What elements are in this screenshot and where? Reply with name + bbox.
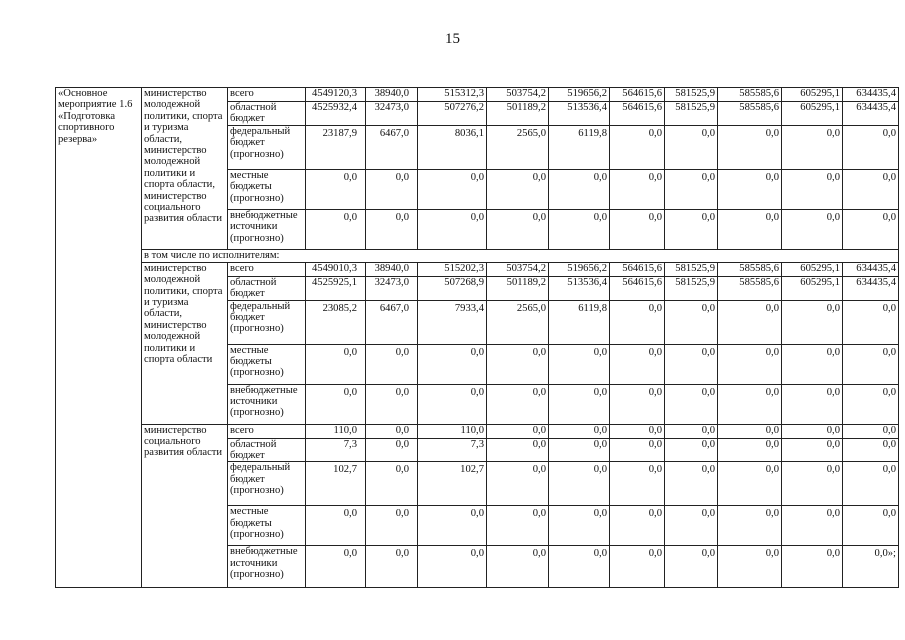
value-cell: 0,0 bbox=[782, 384, 843, 424]
value-cell: 0,0 bbox=[549, 424, 610, 438]
source-label: федеральный бюджет (прогнозно) bbox=[228, 125, 306, 169]
source-label: всего bbox=[228, 424, 306, 438]
value-cell: 0,0 bbox=[782, 506, 843, 546]
value-cell: 0,0 bbox=[843, 169, 899, 209]
value-cell: 0,0 bbox=[665, 438, 718, 462]
funding-table bbox=[55, 87, 899, 588]
value-cell: 0,0 bbox=[843, 300, 899, 344]
value-cell: 0,0 bbox=[487, 424, 549, 438]
value-cell: 0,0 bbox=[306, 546, 366, 588]
value-cell: 0,0 bbox=[665, 506, 718, 546]
value-cell: 0,0 bbox=[610, 209, 665, 249]
value-cell: 0,0 bbox=[782, 424, 843, 438]
value-cell: 0,0 bbox=[610, 384, 665, 424]
value-cell: 585585,6 bbox=[718, 262, 782, 276]
value-cell: 564615,6 bbox=[610, 88, 665, 102]
value-cell: 0,0 bbox=[549, 506, 610, 546]
value-cell: 0,0 bbox=[718, 462, 782, 506]
value-cell: 0,0 bbox=[718, 300, 782, 344]
value-cell: 581525,9 bbox=[665, 262, 718, 276]
value-cell: 2565,0 bbox=[487, 300, 549, 344]
value-cell: 581525,9 bbox=[665, 276, 718, 300]
value-cell: 0,0 bbox=[487, 506, 549, 546]
value-cell: 0,0 bbox=[610, 546, 665, 588]
value-cell: 0,0 bbox=[610, 506, 665, 546]
value-cell: 4525925,1 bbox=[306, 276, 366, 300]
value-cell: 102,7 bbox=[306, 462, 366, 506]
value-cell: 501189,2 bbox=[487, 102, 549, 126]
value-cell: 0,0 bbox=[610, 462, 665, 506]
value-cell: 4549010,3 bbox=[306, 262, 366, 276]
executor-social-development: министерство социального развития области bbox=[142, 424, 228, 588]
value-cell: 605295,1 bbox=[782, 102, 843, 126]
value-cell: 0,0 bbox=[665, 384, 718, 424]
value-cell: 513536,4 bbox=[549, 276, 610, 300]
value-cell: 507268,9 bbox=[418, 276, 487, 300]
value-cell: 0,0 bbox=[366, 462, 418, 506]
value-cell: 0,0 bbox=[487, 546, 549, 588]
value-cell: 0,0 bbox=[306, 384, 366, 424]
value-cell: 585585,6 bbox=[718, 276, 782, 300]
source-label: внебюджетные источники (прогнозно) bbox=[228, 546, 306, 588]
value-cell: 0,0 bbox=[418, 169, 487, 209]
value-cell: 7,3 bbox=[418, 438, 487, 462]
value-cell: 6119,8 bbox=[549, 125, 610, 169]
value-cell: 0,0 bbox=[549, 384, 610, 424]
value-cell: 0,0 bbox=[610, 300, 665, 344]
value-cell: 585585,6 bbox=[718, 88, 782, 102]
value-cell: 7933,4 bbox=[418, 300, 487, 344]
value-cell: 32473,0 bbox=[366, 276, 418, 300]
value-cell: 0,0 bbox=[718, 209, 782, 249]
source-label: всего bbox=[228, 262, 306, 276]
value-cell: 0,0 bbox=[843, 462, 899, 506]
source-label: местные бюджеты (прогнозно) bbox=[228, 506, 306, 546]
value-cell: 0,0 bbox=[549, 169, 610, 209]
value-cell: 0,0 bbox=[487, 209, 549, 249]
value-cell: 0,0 bbox=[366, 506, 418, 546]
value-cell: 0,0 bbox=[549, 546, 610, 588]
value-cell: 0,0 bbox=[487, 438, 549, 462]
value-cell: 564615,6 bbox=[610, 102, 665, 126]
value-cell: 0,0 bbox=[610, 424, 665, 438]
value-cell: 634435,4 bbox=[843, 88, 899, 102]
value-cell: 0,0 bbox=[418, 344, 487, 384]
value-cell: 605295,1 bbox=[782, 276, 843, 300]
value-cell: 6467,0 bbox=[366, 125, 418, 169]
value-cell: 0,0 bbox=[782, 462, 843, 506]
value-cell: 0,0 bbox=[718, 384, 782, 424]
source-label: внебюджетные источники (прогнозно) bbox=[228, 384, 306, 424]
value-cell: 0,0 bbox=[549, 209, 610, 249]
value-cell: 0,0 bbox=[718, 169, 782, 209]
value-cell: 0,0 bbox=[782, 300, 843, 344]
source-label: областной бюджет bbox=[228, 102, 306, 126]
value-cell: 0,0 bbox=[843, 344, 899, 384]
value-cell: 2565,0 bbox=[487, 125, 549, 169]
table-row bbox=[56, 424, 899, 438]
value-cell: 0,0 bbox=[366, 384, 418, 424]
value-cell: 0,0 bbox=[306, 344, 366, 384]
value-cell: 634435,4 bbox=[843, 102, 899, 126]
value-cell: 38940,0 bbox=[366, 88, 418, 102]
value-cell: 519656,2 bbox=[549, 88, 610, 102]
value-cell: 581525,9 bbox=[665, 88, 718, 102]
value-cell: 0,0 bbox=[782, 125, 843, 169]
value-cell: 0,0 bbox=[610, 125, 665, 169]
value-cell: 0,0 bbox=[610, 169, 665, 209]
value-cell: 0,0 bbox=[843, 438, 899, 462]
value-cell: 585585,6 bbox=[718, 102, 782, 126]
value-cell: 0,0 bbox=[782, 209, 843, 249]
value-cell: 0,0 bbox=[843, 506, 899, 546]
value-cell: 0,0 bbox=[718, 424, 782, 438]
value-cell: 0,0 bbox=[782, 344, 843, 384]
value-cell: 0,0 bbox=[718, 438, 782, 462]
executor-youth-sport: министерство молодежной политики, спорта и туризма области, министерство молодежной политики и спорта области bbox=[142, 262, 228, 424]
source-label: федеральный бюджет (прогнозно) bbox=[228, 300, 306, 344]
value-cell: 0,0 bbox=[366, 209, 418, 249]
value-cell: 0,0 bbox=[418, 506, 487, 546]
value-cell: 564615,6 bbox=[610, 262, 665, 276]
value-cell: 0,0 bbox=[665, 424, 718, 438]
source-label: всего bbox=[228, 88, 306, 102]
value-cell: 0,0 bbox=[782, 546, 843, 588]
value-cell: 0,0 bbox=[843, 209, 899, 249]
source-label: местные бюджеты (прогнозно) bbox=[228, 344, 306, 384]
value-cell: 605295,1 bbox=[782, 88, 843, 102]
value-cell: 515202,3 bbox=[418, 262, 487, 276]
value-cell: 0,0 bbox=[306, 506, 366, 546]
value-cell: 0,0»; bbox=[843, 546, 899, 588]
value-cell: 0,0 bbox=[366, 438, 418, 462]
value-cell: 0,0 bbox=[487, 344, 549, 384]
value-cell: 581525,9 bbox=[665, 102, 718, 126]
value-cell: 0,0 bbox=[366, 546, 418, 588]
value-cell: 110,0 bbox=[306, 424, 366, 438]
value-cell: 0,0 bbox=[366, 169, 418, 209]
value-cell: 0,0 bbox=[487, 169, 549, 209]
value-cell: 4549120,3 bbox=[306, 88, 366, 102]
table-row bbox=[56, 262, 899, 276]
value-cell: 564615,6 bbox=[610, 276, 665, 300]
value-cell: 0,0 bbox=[665, 344, 718, 384]
value-cell: 0,0 bbox=[418, 209, 487, 249]
value-cell: 0,0 bbox=[665, 125, 718, 169]
value-cell: 0,0 bbox=[306, 169, 366, 209]
value-cell: 0,0 bbox=[366, 344, 418, 384]
value-cell: 0,0 bbox=[718, 546, 782, 588]
value-cell: 110,0 bbox=[418, 424, 487, 438]
value-cell: 503754,2 bbox=[487, 262, 549, 276]
value-cell: 0,0 bbox=[665, 546, 718, 588]
responsible-executor: министерство молодежной политики, спорта и туризма области, министерство молодежной политики и спорта области, министерство социального развития области bbox=[142, 88, 228, 250]
page-number: 15 bbox=[445, 31, 460, 47]
value-cell: 0,0 bbox=[366, 424, 418, 438]
executors-subheader: в том числе по исполнителям: bbox=[142, 249, 899, 262]
value-cell: 634435,4 bbox=[843, 262, 899, 276]
value-cell: 32473,0 bbox=[366, 102, 418, 126]
source-label: внебюджетные источники (прогнозно) bbox=[228, 209, 306, 249]
value-cell: 515312,3 bbox=[418, 88, 487, 102]
table-row bbox=[56, 88, 899, 102]
value-cell: 501189,2 bbox=[487, 276, 549, 300]
value-cell: 102,7 bbox=[418, 462, 487, 506]
value-cell: 0,0 bbox=[487, 462, 549, 506]
value-cell: 0,0 bbox=[610, 344, 665, 384]
value-cell: 6119,8 bbox=[549, 300, 610, 344]
value-cell: 513536,4 bbox=[549, 102, 610, 126]
value-cell: 0,0 bbox=[610, 438, 665, 462]
value-cell: 0,0 bbox=[306, 209, 366, 249]
value-cell: 38940,0 bbox=[366, 262, 418, 276]
value-cell: 0,0 bbox=[418, 384, 487, 424]
activity-label: «Основное мероприятие 1.6 «Подготовка спортивного резерва» bbox=[56, 88, 142, 588]
value-cell: 23085,2 bbox=[306, 300, 366, 344]
value-cell: 0,0 bbox=[718, 506, 782, 546]
value-cell: 0,0 bbox=[549, 462, 610, 506]
value-cell: 7,3 bbox=[306, 438, 366, 462]
value-cell: 0,0 bbox=[665, 462, 718, 506]
value-cell: 8036,1 bbox=[418, 125, 487, 169]
value-cell: 0,0 bbox=[843, 424, 899, 438]
value-cell: 503754,2 bbox=[487, 88, 549, 102]
value-cell: 0,0 bbox=[665, 209, 718, 249]
value-cell: 507276,2 bbox=[418, 102, 487, 126]
value-cell: 0,0 bbox=[665, 169, 718, 209]
value-cell: 4525932,4 bbox=[306, 102, 366, 126]
source-label: областной бюджет bbox=[228, 276, 306, 300]
value-cell: 6467,0 bbox=[366, 300, 418, 344]
value-cell: 0,0 bbox=[549, 438, 610, 462]
value-cell: 0,0 bbox=[782, 169, 843, 209]
value-cell: 605295,1 bbox=[782, 262, 843, 276]
value-cell: 0,0 bbox=[843, 384, 899, 424]
source-label: федеральный бюджет (прогнозно) bbox=[228, 462, 306, 506]
value-cell: 0,0 bbox=[843, 125, 899, 169]
value-cell: 519656,2 bbox=[549, 262, 610, 276]
value-cell: 0,0 bbox=[665, 300, 718, 344]
value-cell: 0,0 bbox=[718, 344, 782, 384]
source-label: областной бюджет bbox=[228, 438, 306, 462]
value-cell: 634435,4 bbox=[843, 276, 899, 300]
value-cell: 0,0 bbox=[549, 344, 610, 384]
value-cell: 23187,9 bbox=[306, 125, 366, 169]
value-cell: 0,0 bbox=[487, 384, 549, 424]
value-cell: 0,0 bbox=[418, 546, 487, 588]
value-cell: 0,0 bbox=[718, 125, 782, 169]
source-label: местные бюджеты (прогнозно) bbox=[228, 169, 306, 209]
subheader-row bbox=[56, 249, 899, 262]
value-cell: 0,0 bbox=[782, 438, 843, 462]
